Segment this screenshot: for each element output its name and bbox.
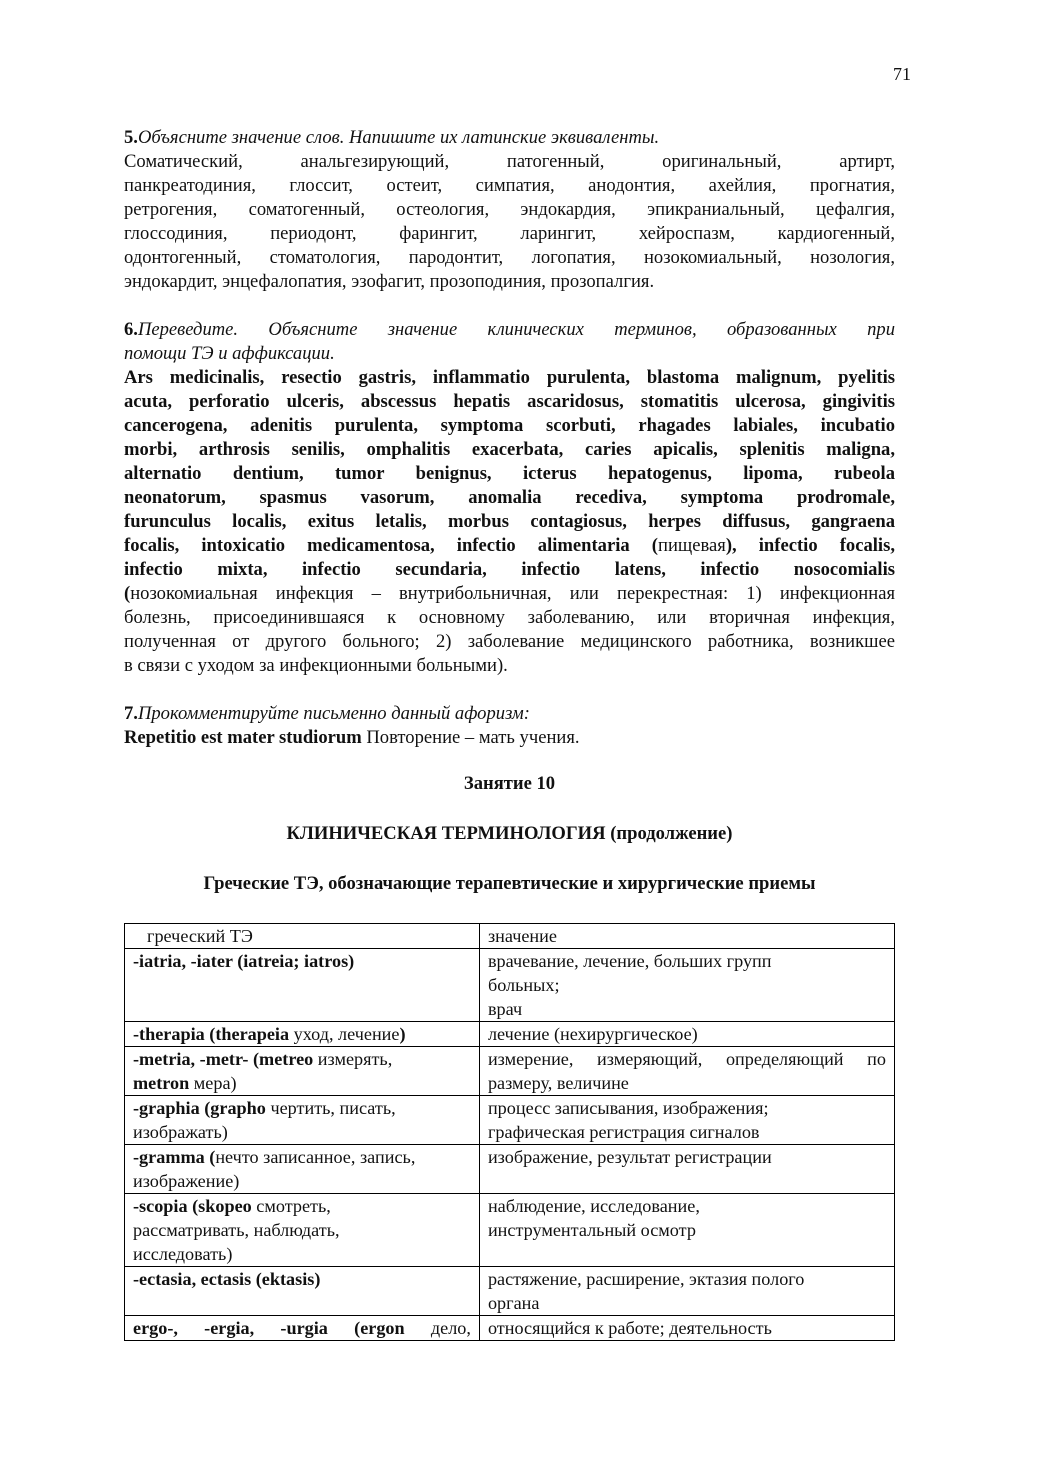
table-row (125, 1316, 895, 1341)
word-list-line: Соматический, анальгезирующий, патогенный, оригинальный, артирт, (124, 151, 895, 172)
latin-terms-line (124, 534, 895, 558)
term-gloss: уход, лечение (289, 1024, 400, 1044)
term-line: рассматривать, наблюдать, (133, 1220, 340, 1240)
term-gloss: нечто записанное, запись, (215, 1147, 416, 1167)
task-number: 7. (124, 703, 138, 724)
latin-terms-line: infectio mixta, infectio secundaria, infectio latens, infectio nosocomialis (124, 559, 895, 580)
term-gloss: измерять, (313, 1049, 393, 1069)
explanation-line: полученная от другого больного; 2) заболевание медицинского работника, возникшее (124, 631, 895, 652)
term-element: -graphia (grapho (133, 1098, 266, 1118)
word-list-line: ретрогения, соматогенный, остеология, эндокардия, эпикраниальный, цефалгия, (124, 199, 895, 220)
table-row (125, 1267, 895, 1316)
task-number: 6. (124, 319, 138, 340)
term-element-cell (125, 1096, 480, 1145)
term-element-cell (125, 1145, 480, 1194)
explanation-line: в связи с уходом за инфекционными больными). (124, 655, 508, 676)
chapter-title-suffix: (продолжение) (605, 823, 733, 844)
term-line: изображать) (133, 1122, 228, 1142)
latin-terms-fragment: ), infectio focalis, (725, 535, 895, 556)
term-element: metron (133, 1073, 190, 1093)
word-list-line: глоссодиния, периодонт, фарингит, ларингит, хейроспазм, кардиогенный, (124, 223, 895, 244)
table-row (125, 1194, 895, 1267)
term-gloss: чертить, писать, (265, 1098, 396, 1118)
meaning-line: органа (487, 1293, 540, 1313)
term-gloss: смотреть, (251, 1196, 331, 1216)
table-header-cell: греческий ТЭ (125, 924, 480, 949)
term-element-cell (125, 1316, 480, 1341)
word-list-line: панкреатодиния, глоссит, остеит, симпатия, анодонтия, ахейлия, прогнатия, (124, 175, 895, 196)
term-line: исследовать) (133, 1244, 233, 1264)
term-line (133, 1071, 471, 1095)
term-element: -metria, -metr- (metreo (133, 1049, 314, 1069)
meaning-cell: изображение, результат регистрации (479, 1145, 894, 1194)
latin-terms-line: morbi, arthrosis senilis, omphalitis exacerbata, caries apicalis, splenitis maligna, (124, 439, 895, 460)
meaning-cell (479, 1194, 894, 1267)
meaning-cell (479, 1047, 894, 1096)
term-line (133, 1047, 471, 1071)
task-7 (124, 702, 895, 750)
meaning-line: размеру, величине (487, 1073, 629, 1093)
task-7-heading (124, 702, 895, 726)
term-element-cell: -iatria, -iater (iatreia; iatros) (125, 949, 480, 1022)
page-content (124, 126, 895, 1341)
term-element-cell (125, 1194, 480, 1267)
term-element: ) (399, 1024, 406, 1044)
task-5-heading (124, 126, 895, 150)
meaning-cell (479, 1096, 894, 1145)
term-element-cell (125, 1047, 480, 1096)
word-list-line: одонтогенный, стоматология, пародонтит, логопатия, нозокомиальный, нозология, (124, 247, 895, 268)
term-element: ergo-, -ergia, -urgia (ergon (133, 1318, 405, 1338)
term-line (133, 1194, 471, 1218)
meaning-cell (479, 949, 894, 1022)
task-instruction: Переведите. Объясните значение клинических терминов, образованных при (137, 319, 895, 340)
task-instruction-continued: помощи ТЭ и аффиксации. (124, 343, 335, 364)
table-caption: Греческие ТЭ, обозначающие терапевтические и хирургические приемы (203, 873, 816, 894)
chapter-title-main: КЛИНИЧЕСКАЯ ТЕРМИНОЛОГИЯ (286, 823, 606, 844)
term-line (133, 1145, 471, 1169)
word-list-line: эндокардит, энцефалопатия, эзофагит, прозоподиния, прозопалгия. (124, 271, 655, 292)
lesson-title: Занятие 10 (463, 773, 556, 794)
term-gloss: мера) (189, 1073, 237, 1093)
latin-terms-line: cancerogena, adenitis purulenta, symptoma scorbuti, rhagades labiales, incubatio (124, 415, 895, 436)
task-number: 5. (124, 127, 138, 148)
russian-gloss: пищевая (658, 535, 726, 556)
explanation-line: болезнь, присоединившаяся к основному заболеванию, или вторичная инфекция, (124, 607, 895, 628)
meaning-line: графическая регистрация сигналов (487, 1122, 760, 1142)
latin-terms-fragment: focalis, intoxicatio medicamentosa, infectio alimentaria ( (124, 535, 658, 556)
meaning-line: процесс записывания, изображения; (487, 1098, 769, 1118)
chapter-title (124, 822, 895, 846)
aphorism-latin: Repetitio est mater studiorum (124, 727, 362, 748)
latin-terms-line: alternatio dentium, tumor benignus, icterus hepatogenus, lipoma, rubeola (124, 463, 895, 484)
latin-terms-line: furunculus localis, exitus letalis, morbus contagiosus, herpes diffusus, gangraena (124, 511, 895, 532)
open-paren: ( (124, 583, 131, 604)
meaning-line: наблюдение, исследование, (487, 1196, 700, 1216)
term-line: изображение) (133, 1171, 240, 1191)
meaning-cell (479, 1267, 894, 1316)
aphorism (124, 726, 895, 750)
table-header-cell: значение (479, 924, 894, 949)
table-row (125, 949, 895, 1022)
task-6-heading (124, 318, 895, 342)
meaning-line: инструментальный осмотр (487, 1220, 696, 1240)
term-element: -gramma ( (133, 1147, 216, 1167)
task-instruction: Объясните значение слов. Напишите их латинские эквиваленты. (137, 127, 660, 148)
latin-terms-line: neonatorum, spasmus vasorum, anomalia recediva, symptoma prodromale, (124, 487, 895, 508)
table-row (125, 1022, 895, 1047)
meaning-line: врачевание, лечение, больших групп (487, 951, 772, 971)
term-elements-table (124, 923, 895, 1341)
latin-terms-line: acuta, perforatio ulceris, abscessus hepatis ascaridosus, stomatitis ulcerosa, gingivitis (124, 391, 895, 412)
explanation-text: нозокомиальная инфекция – внутрибольничная, или перекрестная: 1) инфекционная (130, 583, 895, 604)
meaning-line: больных; (487, 975, 560, 995)
term-element-cell (125, 1022, 480, 1047)
aphorism-translation: Повторение – мать учения. (361, 727, 580, 748)
task-instruction: Прокомментируйте письменно данный афоризм: (137, 703, 530, 724)
meaning-line: растяжение, расширение, эктазия полого (487, 1269, 805, 1289)
meaning-cell: лечение (нехирургическое) (479, 1022, 894, 1047)
term-element-cell: -ectasia, ectasis (ektasis) (125, 1267, 480, 1316)
task-6 (124, 318, 895, 678)
table-row (125, 1096, 895, 1145)
term-gloss: дело, (404, 1318, 471, 1338)
task-5 (124, 126, 895, 294)
explanation-line (124, 582, 895, 606)
term-element: -scopia (skopeo (133, 1196, 252, 1216)
table-header-row (125, 924, 895, 949)
meaning-line: врач (487, 999, 523, 1019)
meaning-cell: относящийся к работе; деятельность (479, 1316, 894, 1341)
latin-terms-line: Ars medicinalis, resectio gastris, inflammatio purulenta, blastoma malignum, pyelitis (124, 367, 895, 388)
table-row (125, 1047, 895, 1096)
table-row (125, 1145, 895, 1194)
term-element: -therapia (therapeia (133, 1024, 290, 1044)
page-number: 71 (893, 64, 911, 84)
term-line (133, 1096, 471, 1120)
meaning-line: измерение, измеряющий, определяющий по (487, 1049, 886, 1069)
